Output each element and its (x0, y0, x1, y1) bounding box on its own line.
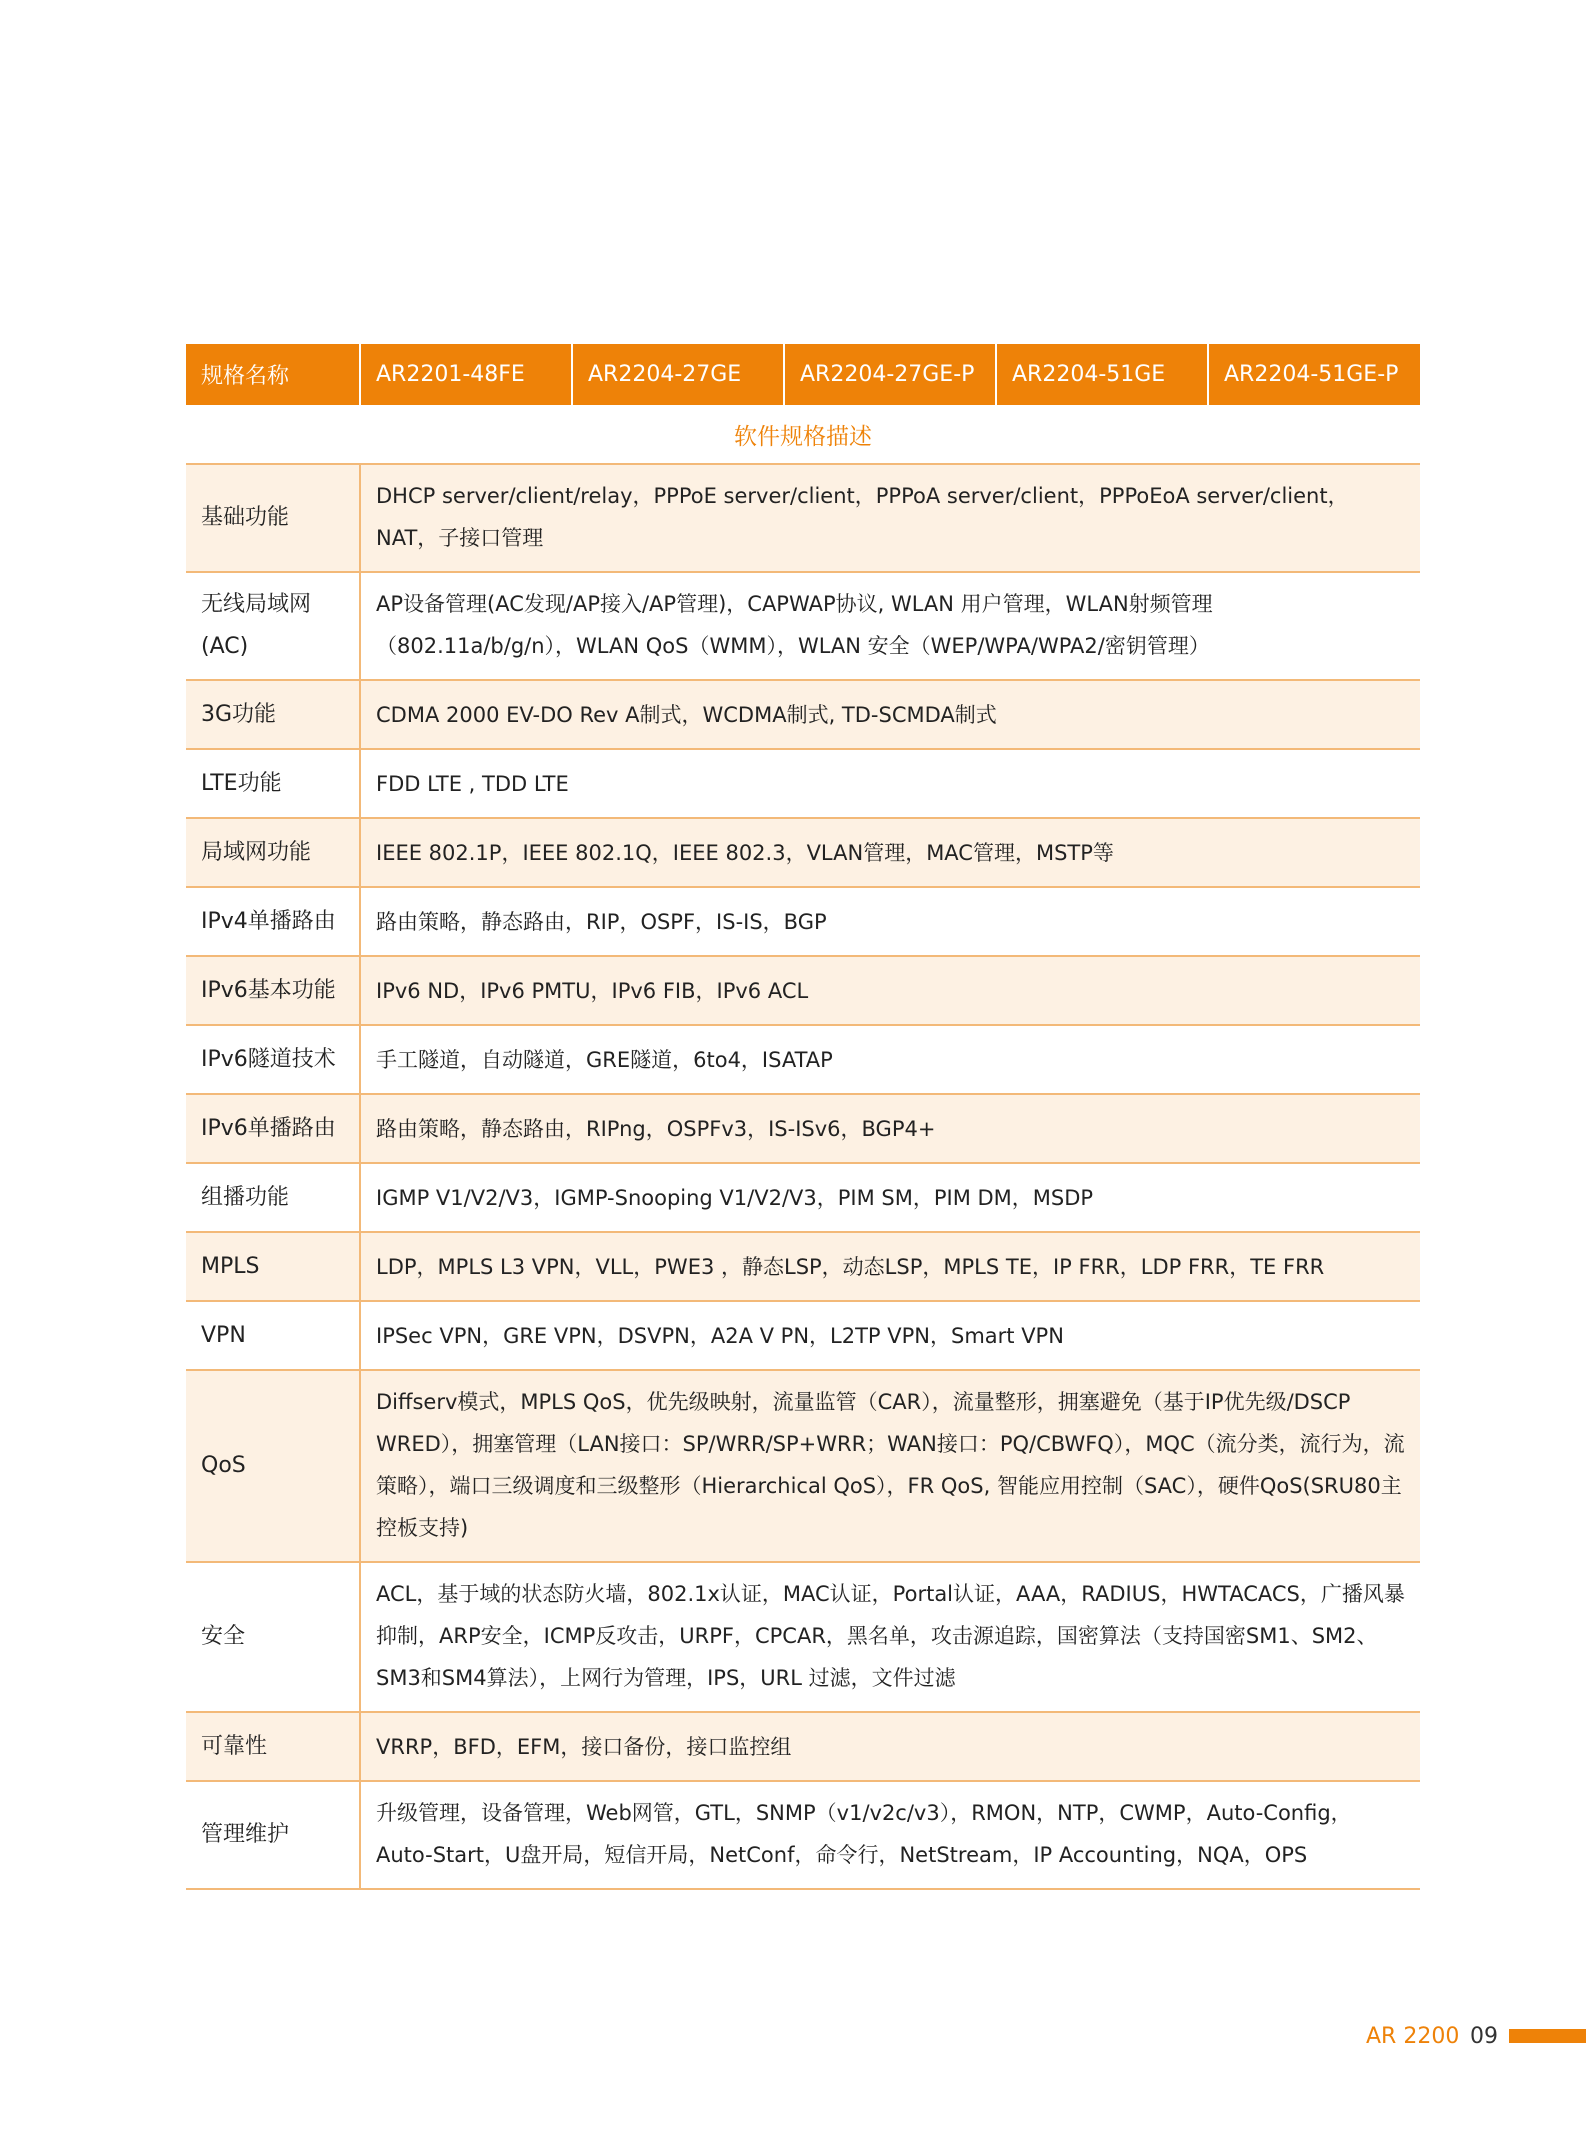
header-model-ar2204-51ge-p: AR2204-51GE-P (1208, 344, 1420, 405)
row-description: CDMA 2000 EV-DO Rev A制式，WCDMA制式, TD-SCMDA制式 (360, 680, 1420, 749)
row-label: 可靠性 (186, 1712, 360, 1781)
row-description: 手工隧道，自动隧道，GRE隧道，6to4，ISATAP (360, 1025, 1420, 1094)
table-row (186, 1712, 1420, 1781)
table-row (186, 887, 1420, 956)
row-label: 基础功能 (186, 464, 360, 572)
header-model-ar2204-27ge: AR2204-27GE (572, 344, 784, 405)
table-row (186, 1370, 1420, 1562)
table-row (186, 1163, 1420, 1232)
table-row (186, 818, 1420, 887)
row-description: Diffserv模式，MPLS QoS，优先级映射，流量监管（CAR），流量整形，拥塞避免（基于IP优先级/DSCP WRED），拥塞管理（LAN接口：SP/WRR/SP+WRR；WAN接口：PQ/CBWFQ），MQC（流分类，流行为，流策略），端口三级调度和三级整形（Hierarchical QoS），FR QoS, 智能应用控制（SAC），硬件QoS(SRU80主控板支持) (360, 1370, 1420, 1562)
footer-accent-bar (1509, 2029, 1586, 2043)
row-description: 升级管理，设备管理，Web网管，GTL，SNMP（v1/v2c/v3），RMON，NTP，CWMP，Auto-Config，Auto-Start，U盘开局，短信开局，NetConf，命令行，NetStream，IP Accounting，NQA，OPS (360, 1781, 1420, 1889)
header-model-ar2204-27ge-p: AR2204-27GE-P (784, 344, 996, 405)
row-label: 无线局域网(AC) (186, 572, 360, 680)
row-label: 管理维护 (186, 1781, 360, 1889)
header-model-ar2204-51ge: AR2204-51GE (996, 344, 1208, 405)
section-title: 软件规格描述 (186, 405, 1420, 464)
row-label: 局域网功能 (186, 818, 360, 887)
table-row (186, 1232, 1420, 1301)
row-label: 组播功能 (186, 1163, 360, 1232)
row-description: IGMP V1/V2/V3，IGMP-Snooping V1/V2/V3，PIM SM，PIM DM，MSDP (360, 1163, 1420, 1232)
row-label: IPv6单播路由 (186, 1094, 360, 1163)
row-label: IPv4单播路由 (186, 887, 360, 956)
section-row (186, 405, 1420, 464)
row-description: IPSec VPN，GRE VPN，DSVPN，A2A V PN，L2TP VPN，Smart VPN (360, 1301, 1420, 1370)
header-spec-name: 规格名称 (186, 344, 360, 405)
table-row (186, 1562, 1420, 1712)
spec-table (186, 344, 1420, 1890)
table-header-row (186, 344, 1420, 405)
row-description: AP设备管理(AC发现/AP接入/AP管理)，CAPWAP协议, WLAN 用户管理，WLAN射频管理（802.11a/b/g/n），WLAN QoS（WMM），WLAN 安全（WEP/WPA/WPA2/密钥管理） (360, 572, 1420, 680)
header-model-ar2201-48fe: AR2201-48FE (360, 344, 572, 405)
table-row (186, 1094, 1420, 1163)
row-description: FDD LTE , TDD LTE (360, 749, 1420, 818)
row-description: 路由策略，静态路由，RIP，OSPF，IS-IS，BGP (360, 887, 1420, 956)
row-label: IPv6基本功能 (186, 956, 360, 1025)
footer-product-name: AR 2200 (1366, 2024, 1460, 2049)
row-label: IPv6隧道技术 (186, 1025, 360, 1094)
row-description: IPv6 ND，IPv6 PMTU，IPv6 FIB，IPv6 ACL (360, 956, 1420, 1025)
row-label: QoS (186, 1370, 360, 1562)
row-label: 安全 (186, 1562, 360, 1712)
row-description: VRRP，BFD，EFM，接口备份，接口监控组 (360, 1712, 1420, 1781)
table-row (186, 956, 1420, 1025)
row-description: LDP，MPLS L3 VPN，VLL，PWE3 ，静态LSP，动态LSP，MPLS TE，IP FRR，LDP FRR，TE FRR (360, 1232, 1420, 1301)
table-row (186, 1301, 1420, 1370)
row-description: DHCP server/client/relay，PPPoE server/client，PPPoA server/client，PPPoEoA server/client，NAT，子接口管理 (360, 464, 1420, 572)
table-row (186, 680, 1420, 749)
row-label: 3G功能 (186, 680, 360, 749)
table-row (186, 749, 1420, 818)
table-row (186, 1025, 1420, 1094)
row-label: LTE功能 (186, 749, 360, 818)
row-description: ACL，基于域的状态防火墙，802.1x认证，MAC认证，Portal认证，AAA，RADIUS，HWTACACS，广播风暴抑制，ARP安全，ICMP反攻击，URPF，CPCAR，黑名单，攻击源追踪，国密算法（支持国密SM1、SM2、SM3和SM4算法），上网行为管理，IPS，URL 过滤，文件过滤 (360, 1562, 1420, 1712)
table-row (186, 1781, 1420, 1889)
table-row (186, 572, 1420, 680)
table-row (186, 464, 1420, 572)
row-description: 路由策略，静态路由，RIPng，OSPFv3，IS-ISv6，BGP4+ (360, 1094, 1420, 1163)
row-label: MPLS (186, 1232, 360, 1301)
footer-page-number: 09 (1470, 2024, 1498, 2049)
row-description: IEEE 802.1P，IEEE 802.1Q，IEEE 802.3，VLAN管理，MAC管理，MSTP等 (360, 818, 1420, 887)
row-label: VPN (186, 1301, 360, 1370)
